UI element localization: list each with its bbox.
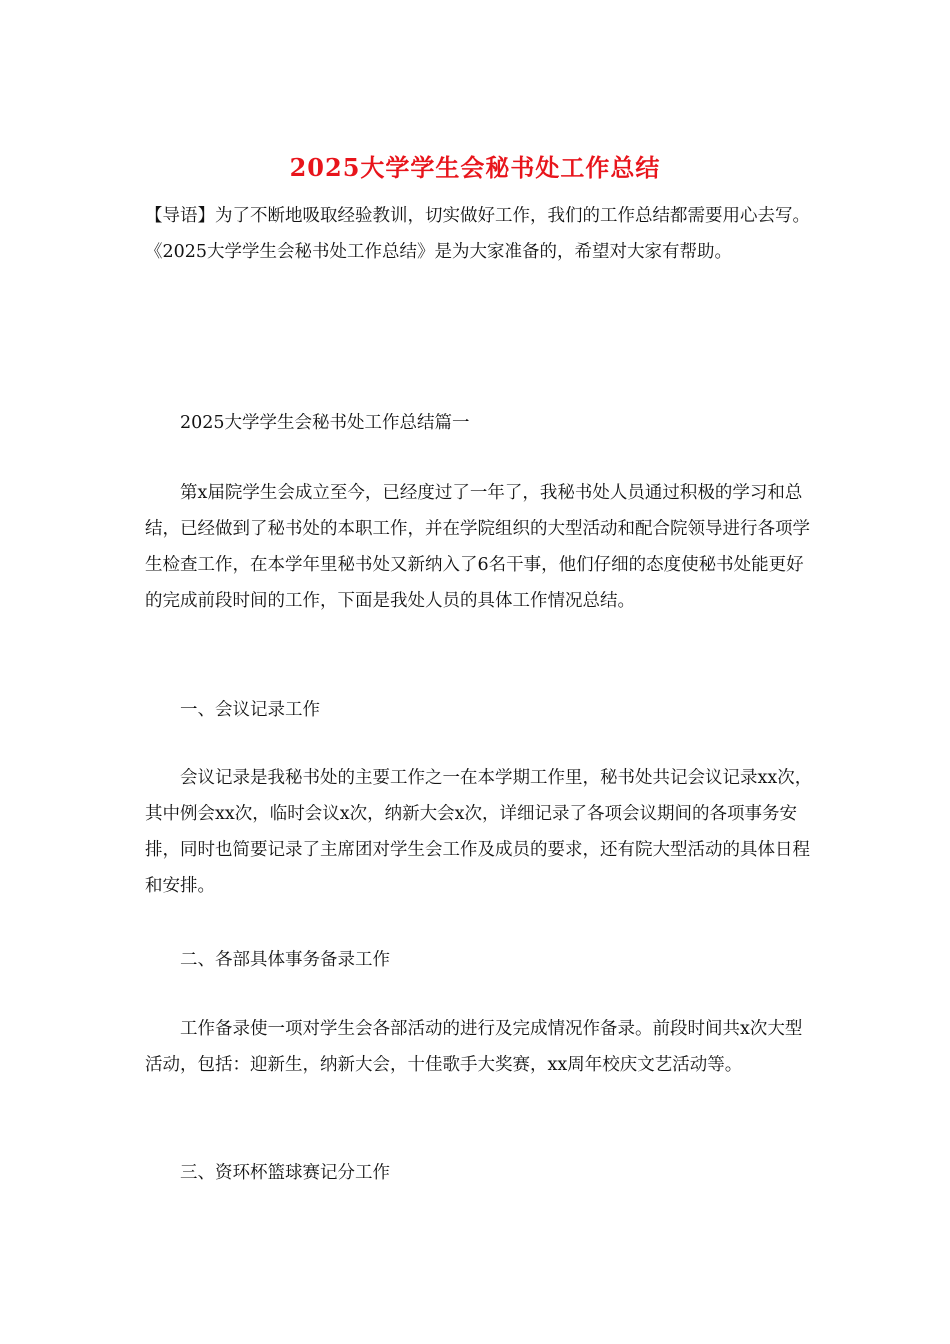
- section-title: 2025大学学生会秘书处工作总结篇一: [180, 413, 470, 433]
- paragraph-intro-summary: 第x届院学生会成立至今，已经度过了一年了，我秘书处人员通过积极的学习和总结，已经做到了秘书处的本职工作，并在学院组织的大型活动和配合院领导进行各项学生检查工作，在本学年里秘书处又新纳入了6名干事，他们仔细的态度使秘书处能更好的完成前段时间的工作，下面是我处人员的具体工作情况总结。: [145, 483, 810, 611]
- heading-department-affairs: 二、各部具体事务备录工作: [180, 950, 390, 970]
- paragraph-meeting-records: 会议记录是我秘书处的主要工作之一在本学期工作里，秘书处共记会议记录xx次，其中例会xx次，临时会议x次，纳新大会x次，详细记录了各项会议期间的各项事务安排，同时也简要记录了主席团对学生会工作及成员的要求，还有院大型活动的具体日程和安排。: [145, 768, 813, 896]
- heading-basketball-scoring: 三、资环杯篮球赛记分工作: [180, 1163, 390, 1183]
- paragraph-department-affairs: 工作备录使一项对学生会各部活动的进行及完成情况作备录。前段时间共x次大型活动，包括：迎新生，纳新大会，十佳歌手大奖赛，xx周年校庆文艺活动等。: [145, 1019, 803, 1075]
- heading-meeting-records: 一、会议记录工作: [180, 700, 320, 720]
- intro-paragraph: 【导语】为了不断地吸取经验教训，切实做好工作，我们的工作总结都需要用心去写。《2025大学学生会秘书处工作总结》是为大家准备的，希望对大家有帮助。: [145, 206, 810, 262]
- document-title: 2025大学学生会秘书处工作总结: [289, 153, 661, 182]
